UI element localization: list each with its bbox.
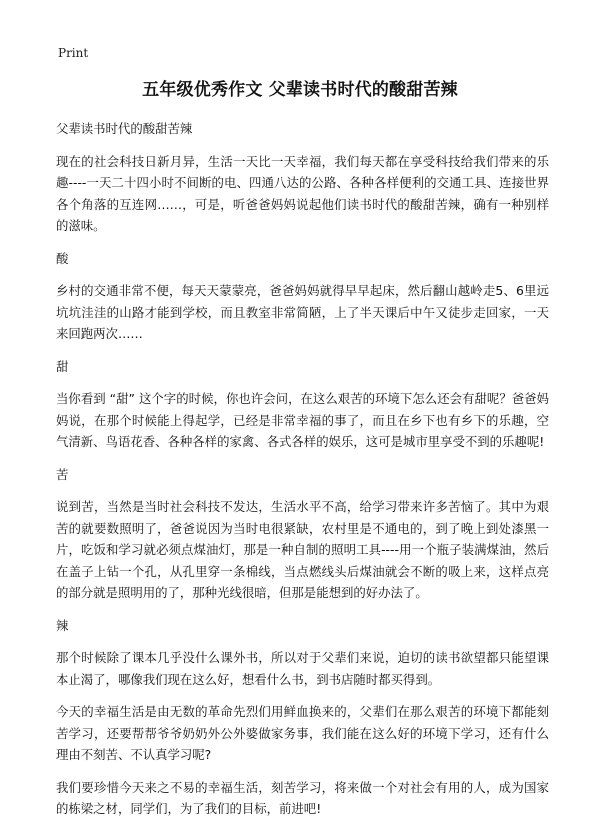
section-paragraph-sweet: 当你看到 “甜” 这个字的时候，你也许会问，在这么艰苦的环境下怎么还会有甜呢？爸爸妈妈说，在那个时候能上得起学，已经是非常幸福的事了，而且在乡下也有乡下的乐趣，空气清新、鸟语花香、各种各样的家禽、各式各样的娱乐，这可是城市里享受不到的乐趣呢!	[56, 391, 549, 449]
closing-paragraph: 我们要珍惜今天来之不易的幸福生活，刻苦学习，将来做一个对社会有用的人，成为国家的栋梁之材，同学们，为了我们的目标，前进吧!	[56, 779, 549, 816]
section-paragraph-spicy: 那个时候除了课本几乎没什么课外书，所以对于父辈们来说，迫切的读书欲望都只能望课本止渴了，哪像我们现在这么好，想看什么书，到书店随时都买得到。	[56, 650, 549, 687]
section-paragraph-sour: 乡村的交通非常不便，每天天蒙蒙亮，爸爸妈妈就得早早起床，然后翻山越岭走5、6里远坑坑洼洼的山路才能到学校，而且教室非常简陋，上了半天课后中午又徒步走回家，一天来回跑两次……	[56, 283, 549, 341]
closing-paragraph: 今天的幸福生活是由无数的革命先烈们用鲜血换来的，父辈们在那么艰苦的环境下都能刻苦学习，还要帮帮爷爷奶奶外公外婆做家务事，我们能在这么好的环境下学习，还有什么理由不刻苦、不认真学习呢?	[56, 704, 549, 762]
article-subtitle: 父辈读书时代的酸甜苦辣	[56, 121, 193, 136]
print-link[interactable]: Print	[58, 46, 89, 60]
section-heading-sweet: 甜	[56, 358, 69, 374]
intro-paragraph: 现在的社会科技日新月异，生活一天比一天幸福，我们每天都在享受科技给我们带来的乐趣----一天二十四小时不间断的电、四通八达的公路、各种各样便利的交通工具、连接世界各个角落的互连网……，可是，听爸爸妈妈说起他们读书时代的酸甜苦辣，确有一种别样的滋味。	[56, 153, 549, 233]
section-paragraph-bitter: 说到苦，当然是当时社会科技不发达，生活水平不高，给学习带来许多苦恼了。其中为艰苦的就要数照明了，爸爸说因为当时电很紧缺，农村里是不通电的，到了晚上到处漆黑一片，吃饭和学习就必须点煤油灯，那是一种自制的照明工具----用一个瓶子装满煤油，然后在盖子上钻一个孔，从孔里穿一条棉线，当点燃线头后煤油就会不断的吸上来，这样点亮的部分就是照明用的了，那种光线很暗，但那是能想到的好办法了。	[56, 499, 549, 600]
article-body	[56, 118, 549, 831]
page-title: 五年级优秀作文 父辈读书时代的酸甜苦辣	[142, 80, 458, 100]
section-heading-bitter: 苦	[56, 466, 69, 482]
section-heading-spicy: 辣	[56, 617, 69, 633]
section-heading-sour: 酸	[56, 250, 69, 266]
